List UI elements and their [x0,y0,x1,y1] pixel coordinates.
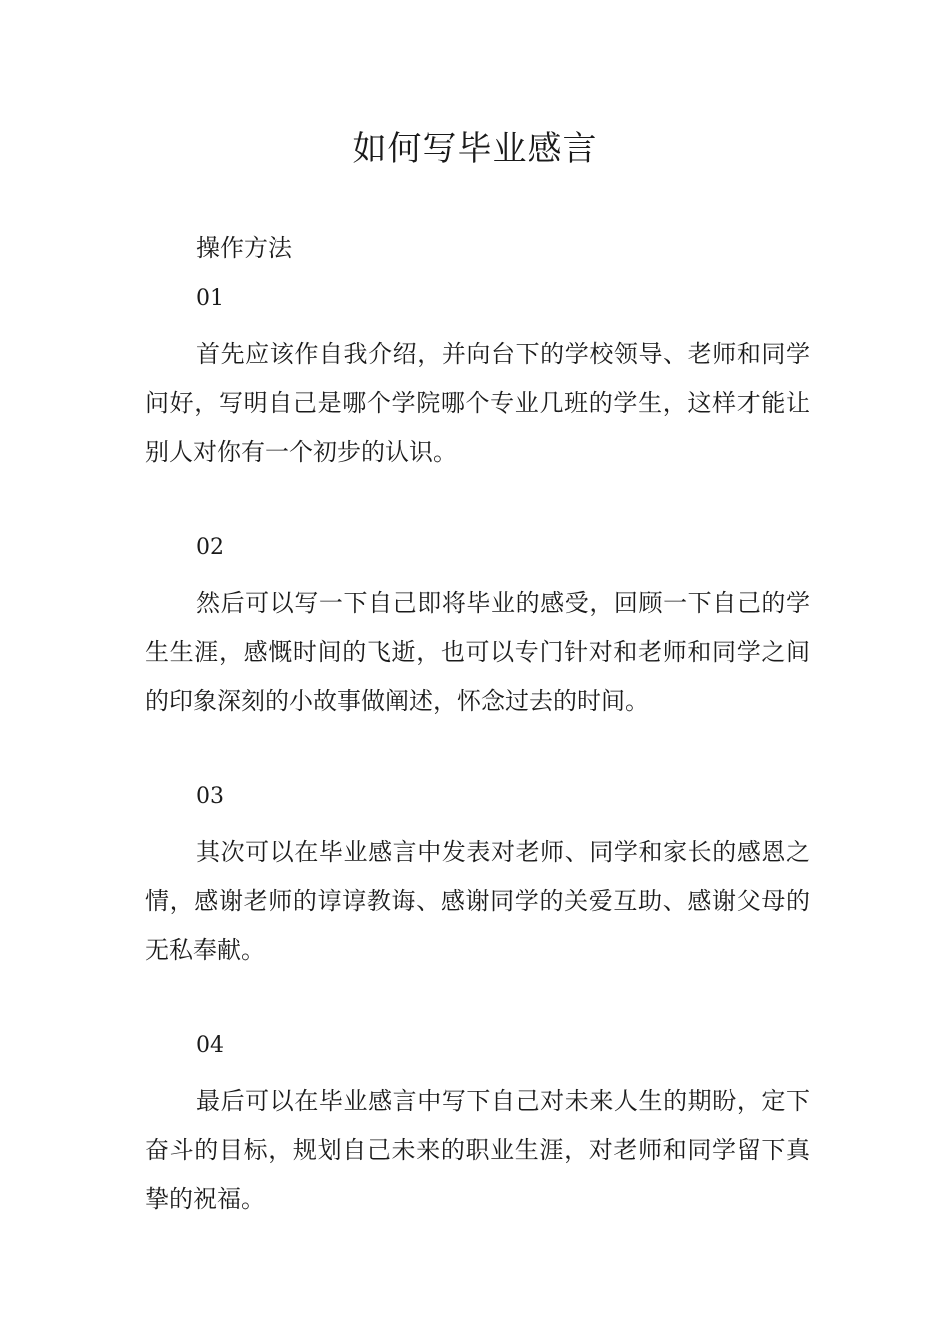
step-paragraph: 首先应该作自我介绍，并向台下的学校领导、老师和同学问好，写明自己是哪个学院哪个专业几班的学生，这样才能让别人对你有一个初步的认识。 [145,340,810,466]
step-number: 02 [196,535,224,560]
step-paragraph: 最后可以在毕业感言中写下自己对未来人生的期盼，定下奋斗的目标，规划自己未来的职业生涯，对老师和同学留下真挚的祝福。 [145,1087,810,1213]
step-block-04 [145,1028,810,1224]
section-heading: 操作方法 [196,234,292,262]
step-number: 01 [196,286,224,311]
page-title: 如何写毕业感言 [352,129,598,169]
step-number: 03 [196,784,224,809]
step-number: 04 [196,1033,224,1058]
step-block-03 [145,779,810,975]
step-block-01 [145,281,810,477]
step-paragraph: 然后可以写一下自己即将毕业的感受，回顾一下自己的学生生涯，感慨时间的飞逝，也可以专门针对和老师和同学之间的印象深刻的小故事做阐述，怀念过去的时间。 [145,589,810,715]
step-paragraph: 其次可以在毕业感言中发表对老师、同学和家长的感恩之情，感谢老师的谆谆教诲、感谢同学的关爱互助、感谢父母的无私奉献。 [145,838,810,964]
step-block-02 [145,530,810,726]
